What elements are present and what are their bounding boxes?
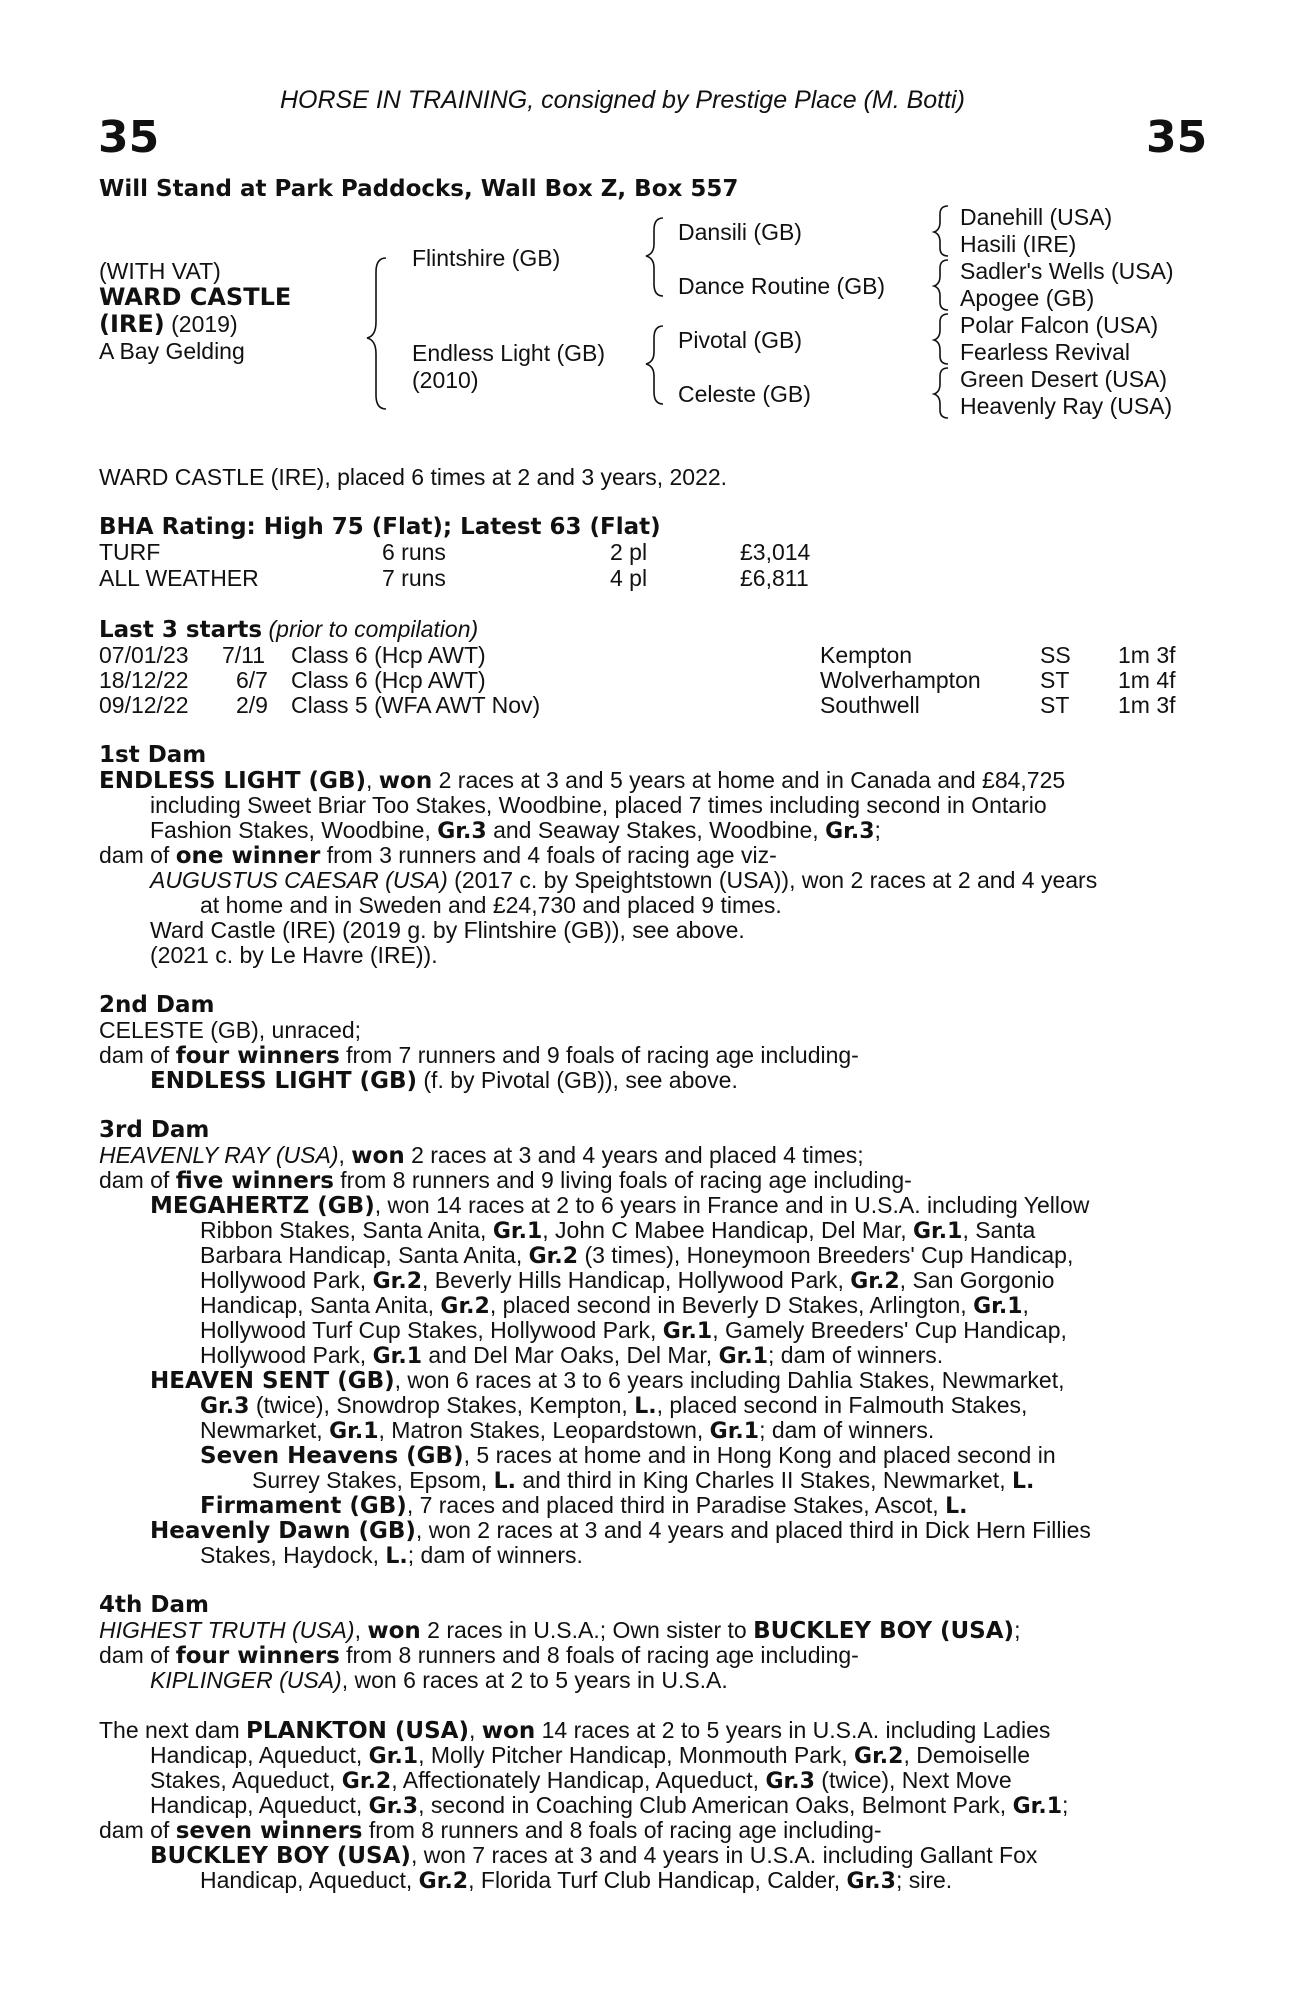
progeny-line: AUGUSTUS CAESAR (USA) (2017 c. by Speightstown (USA)), won 2 races at 2 and 4 years bbox=[150, 867, 1098, 893]
progeny-line: (2021 c. by Le Havre (IRE)). bbox=[150, 942, 438, 968]
dam-of-line: dam of four winners from 8 runners and 8 foals of racing age including- bbox=[99, 1642, 859, 1669]
progeny-line: Handicap, Santa Anita, Gr.2, placed second in Beverly D Stakes, Arlington, Gr.1, bbox=[200, 1292, 1029, 1319]
horse-name: WARD CASTLE bbox=[99, 283, 292, 311]
gen4-7: Green Desert (USA) bbox=[960, 366, 1168, 392]
dam-line: The next dam PLANKTON (USA), won 14 races at 2 to 5 years in U.S.A. including Ladies bbox=[99, 1717, 1051, 1744]
gen4-5: Polar Falcon (USA) bbox=[960, 312, 1159, 338]
progeny-line: BUCKLEY BOY (USA), won 7 races at 3 and 4 years in U.S.A. including Gallant Fox bbox=[150, 1842, 1038, 1869]
rating-runs: 6 runs bbox=[382, 539, 446, 565]
start-distance: 1m 3f bbox=[1118, 692, 1176, 718]
start-going: ST bbox=[1040, 667, 1070, 693]
progeny-line: Hollywood Park, Gr.2, Beverly Hills Handicap, Hollywood Park, Gr.2, San Gorgonio bbox=[200, 1267, 1055, 1294]
last-starts-heading: Last 3 starts (prior to compilation) bbox=[99, 616, 479, 643]
dam-of-line: dam of one winner from 3 runners and 4 foals of racing age viz- bbox=[99, 842, 777, 869]
dam-line: Handicap, Aqueduct, Gr.3, second in Coaching Club American Oaks, Belmont Park, Gr.1; bbox=[150, 1792, 1069, 1819]
page-header: HORSE IN TRAINING, consigned by Prestige Place (M. Botti) bbox=[280, 86, 965, 114]
start-position: 6/7 bbox=[236, 667, 268, 693]
dam-of-line: dam of four winners from 7 runners and 9 foals of racing age including- bbox=[99, 1042, 859, 1069]
start-date: 07/01/23 bbox=[99, 642, 189, 668]
section-heading: 1st Dam bbox=[99, 742, 207, 768]
progeny-line: Firmament (GB), 7 races and placed third in Paradise Stakes, Ascot, L. bbox=[200, 1492, 968, 1519]
progeny-line: Seven Heavens (GB), 5 races at home and in Hong Kong and placed second in bbox=[200, 1442, 1056, 1469]
dam-of-line: dam of five winners from 8 runners and 9 living foals of racing age including- bbox=[99, 1167, 912, 1194]
rating-surface: ALL WEATHER bbox=[99, 565, 259, 591]
rating-placed: 4 pl bbox=[610, 565, 648, 591]
start-race: Class 5 (WFA AWT Nov) bbox=[291, 692, 541, 718]
progeny-line: Ribbon Stakes, Santa Anita, Gr.1, John C Mabee Handicap, Del Mar, Gr.1, Santa bbox=[200, 1217, 1036, 1244]
progeny-line: MEGAHERTZ (GB), won 14 races at 2 to 6 years in France and in U.S.A. including Yellow bbox=[150, 1192, 1090, 1219]
rating-placed: 2 pl bbox=[610, 539, 648, 565]
start-date: 09/12/22 bbox=[99, 692, 189, 718]
dam-line: HEAVENLY RAY (USA), won 2 races at 3 and 4 years and placed 4 times; bbox=[99, 1142, 864, 1169]
dam-line: Stakes, Aqueduct, Gr.2, Affectionately Handicap, Aqueduct, Gr.3 (twice), Next Move bbox=[150, 1767, 1012, 1794]
section-heading: 3rd Dam bbox=[99, 1117, 210, 1143]
gen4-3: Sadler's Wells (USA) bbox=[960, 258, 1174, 284]
progeny-line: Barbara Handicap, Santa Anita, Gr.2 (3 times), Honeymoon Breeders' Cup Handicap, bbox=[200, 1242, 1074, 1269]
start-course: Wolverhampton bbox=[820, 667, 981, 693]
progeny-line: Hollywood Turf Cup Stakes, Hollywood Park, Gr.1, Gamely Breeders' Cup Handicap, bbox=[200, 1317, 1067, 1344]
start-race: Class 6 (Hcp AWT) bbox=[291, 642, 486, 668]
rating-prize: £6,811 bbox=[740, 565, 809, 591]
vat-note: (WITH VAT) bbox=[99, 258, 221, 284]
dam-line: including Sweet Briar Too Stakes, Woodbine, placed 7 times including second in Ontario bbox=[150, 792, 1047, 818]
start-distance: 1m 3f bbox=[1118, 642, 1176, 668]
dam-year: (2010) bbox=[412, 367, 479, 393]
dam: Endless Light (GB) bbox=[412, 340, 606, 366]
dam-dam: Celeste (GB) bbox=[678, 381, 811, 407]
progeny-line: at home and in Sweden and £24,730 and placed 9 times. bbox=[200, 892, 782, 918]
progeny-line: Heavenly Dawn (GB), won 2 races at 3 and 4 years and placed third in Dick Hern Fillies bbox=[150, 1517, 1091, 1544]
start-going: ST bbox=[1040, 692, 1070, 718]
race-summary: WARD CASTLE (IRE), placed 6 times at 2 and 3 years, 2022. bbox=[99, 464, 728, 490]
stable-location: Will Stand at Park Paddocks, Wall Box Z, Box 557 bbox=[99, 176, 739, 202]
dam-line: CELESTE (GB), unraced; bbox=[99, 1017, 362, 1043]
sire-dam: Dance Routine (GB) bbox=[678, 273, 886, 299]
gen4-8: Heavenly Ray (USA) bbox=[960, 393, 1173, 419]
sire: Flintshire (GB) bbox=[412, 245, 561, 271]
start-distance: 1m 4f bbox=[1118, 667, 1176, 693]
rating-runs: 7 runs bbox=[382, 565, 446, 591]
progeny-line: HEAVEN SENT (GB), won 6 races at 3 to 6 years including Dahlia Stakes, Newmarket, bbox=[150, 1367, 1065, 1394]
progeny-line: Gr.3 (twice), Snowdrop Stakes, Kempton, L., placed second in Falmouth Stakes, bbox=[200, 1392, 1028, 1419]
gen4-4: Apogee (GB) bbox=[960, 285, 1095, 311]
start-race: Class 6 (Hcp AWT) bbox=[291, 667, 486, 693]
start-position: 7/11 bbox=[222, 642, 266, 668]
dam-line: Fashion Stakes, Woodbine, Gr.3 and Seaway Stakes, Woodbine, Gr.3; bbox=[150, 817, 881, 844]
progeny-line: KIPLINGER (USA), won 6 races at 2 to 5 years in U.S.A. bbox=[150, 1667, 728, 1693]
lot-number-right: 35 bbox=[1146, 112, 1208, 163]
start-course: Kempton bbox=[820, 642, 913, 668]
progeny-line: Hollywood Park, Gr.1 and Del Mar Oaks, Del Mar, Gr.1; dam of winners. bbox=[200, 1342, 944, 1369]
progeny-line: Handicap, Aqueduct, Gr.2, Florida Turf Club Handicap, Calder, Gr.3; sire. bbox=[200, 1867, 953, 1894]
section-heading: 2nd Dam bbox=[99, 992, 215, 1018]
horse-description: A Bay Gelding bbox=[99, 338, 245, 364]
section-heading: 4th Dam bbox=[99, 1592, 209, 1618]
progeny-line: Surrey Stakes, Epsom, L. and third in King Charles II Stakes, Newmarket, L. bbox=[252, 1467, 1035, 1494]
progeny-line: Ward Castle (IRE) (2019 g. by Flintshire (GB)), see above. bbox=[150, 917, 745, 943]
start-date: 18/12/22 bbox=[99, 667, 189, 693]
bha-rating-heading: BHA Rating: High 75 (Flat); Latest 63 (Flat) bbox=[99, 514, 661, 540]
lot-number-left: 35 bbox=[98, 112, 160, 163]
start-course: Southwell bbox=[820, 692, 920, 718]
gen4-6: Fearless Revival bbox=[960, 339, 1130, 365]
start-position: 2/9 bbox=[236, 692, 268, 718]
start-going: SS bbox=[1040, 642, 1071, 668]
gen4-2: Hasili (IRE) bbox=[960, 231, 1077, 257]
dam-line: HIGHEST TRUTH (USA), won 2 races in U.S.A.; Own sister to BUCKLEY BOY (USA); bbox=[99, 1617, 1021, 1644]
progeny-line: Stakes, Haydock, L.; dam of winners. bbox=[200, 1542, 583, 1569]
dam-line: Handicap, Aqueduct, Gr.1, Molly Pitcher Handicap, Monmouth Park, Gr.2, Demoiselle bbox=[150, 1742, 1030, 1769]
horse-origin-year: (IRE) (2019) bbox=[99, 310, 238, 338]
dam-sire: Pivotal (GB) bbox=[678, 327, 802, 353]
dam-of-line: dam of seven winners from 8 runners and 8 foals of racing age including- bbox=[99, 1817, 882, 1844]
rating-prize: £3,014 bbox=[740, 539, 811, 565]
progeny-line: ENDLESS LIGHT (GB) (f. by Pivotal (GB)), see above. bbox=[150, 1067, 738, 1094]
rating-surface: TURF bbox=[99, 539, 161, 565]
dam-line: ENDLESS LIGHT (GB), won 2 races at 3 and 5 years at home and in Canada and £84,725 bbox=[99, 767, 1066, 794]
progeny-line: Newmarket, Gr.1, Matron Stakes, Leopardstown, Gr.1; dam of winners. bbox=[200, 1417, 935, 1444]
gen4-1: Danehill (USA) bbox=[960, 204, 1113, 230]
sire-sire: Dansili (GB) bbox=[678, 219, 802, 245]
